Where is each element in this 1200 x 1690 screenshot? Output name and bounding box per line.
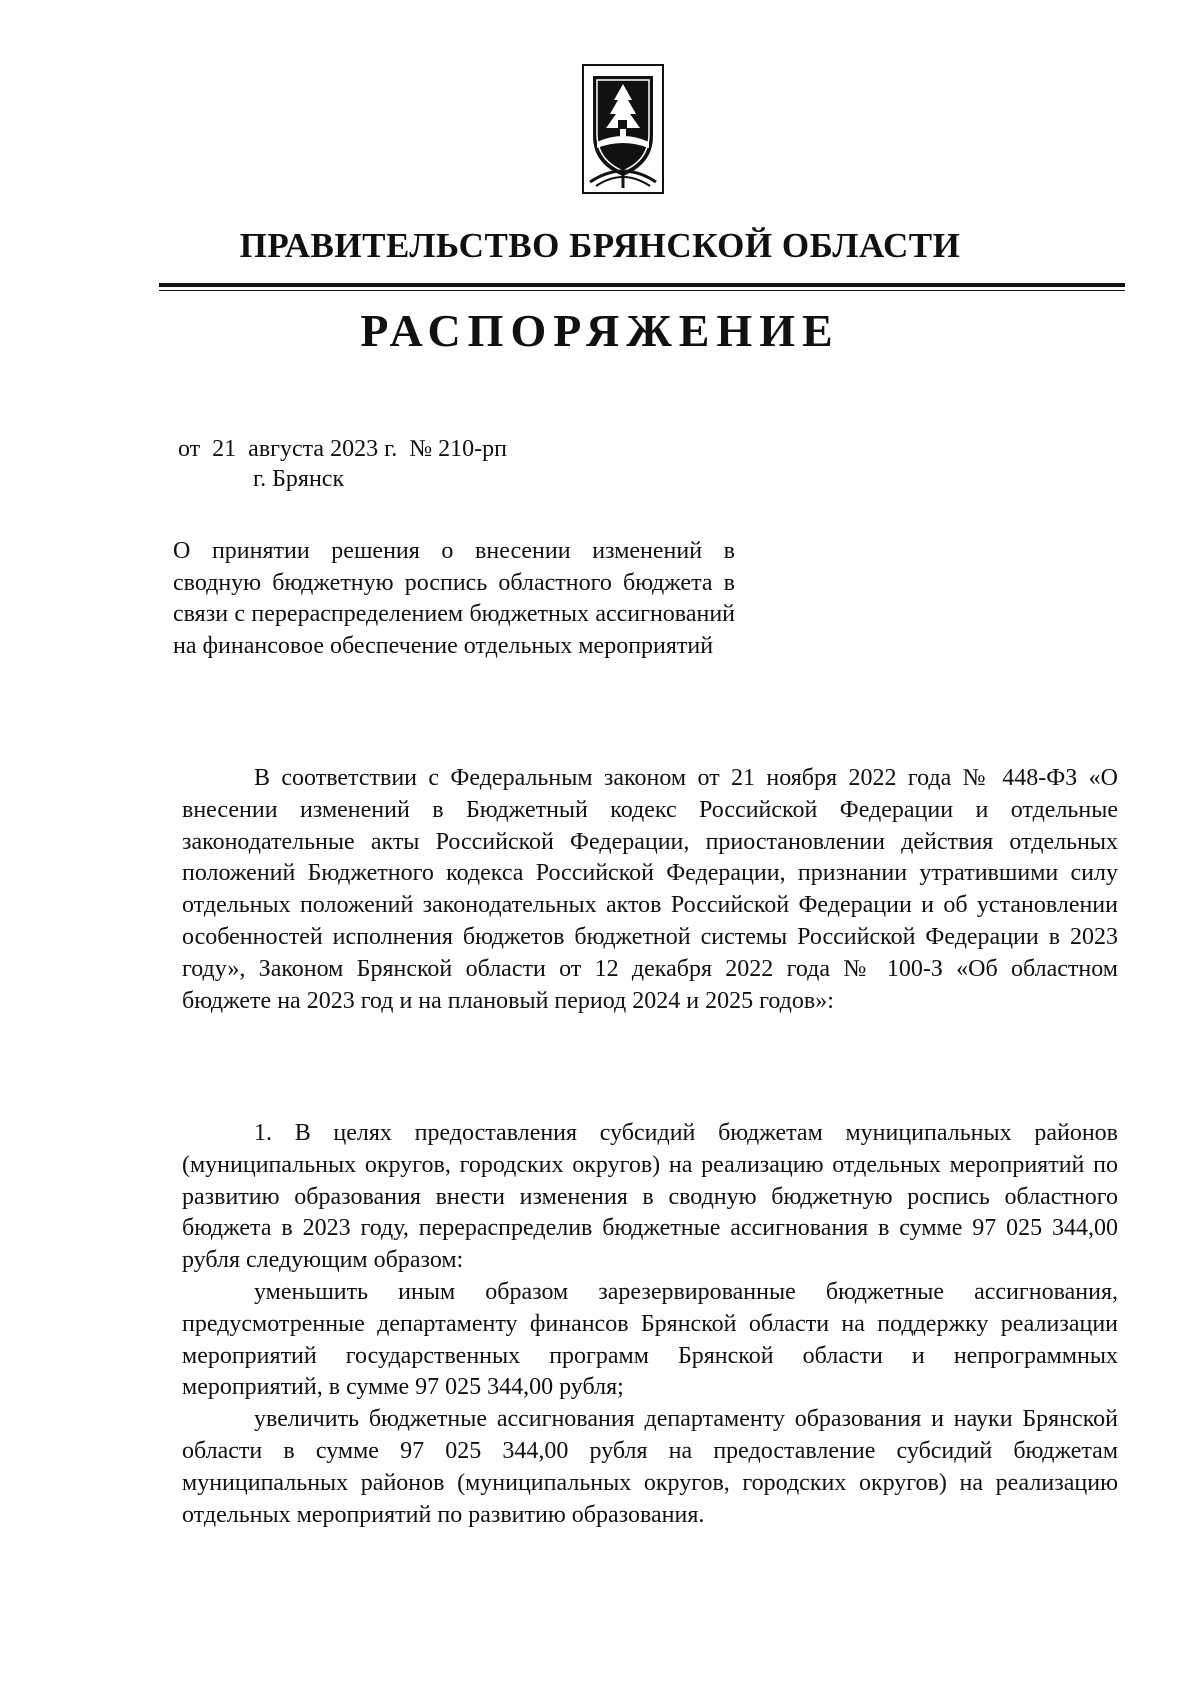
header-divider-thick: [159, 283, 1125, 287]
item-1-decrease-paragraph: уменьшить иным образом зарезервированные бюджетные ассигнования, предусмотренные департаменту финансов Брянской области на поддержку реализации мероприятий государственных программ Брянской области и непрограммных мероприятий, в сумме 97 025 344,00 рубля;: [182, 1278, 1118, 1401]
document-date-number: от 21 августа 2023 г. № 210-рп: [178, 436, 507, 462]
item-1-increase-paragraph: увеличить бюджетные ассигнования департаменту образования и науки Брянской области в сумме 97 025 344,00 рубля на предоставление субсидий бюджетам муниципальных районов (муниципальных округов, городских округов) на реализацию отдельных мероприятий по развитию образования.: [182, 1406, 1118, 1528]
organization-title: ПРАВИТЕЛЬСТВО БРЯНСКОЙ ОБЛАСТИ: [239, 226, 961, 265]
document-type-title: РАСПОРЯЖЕНИЕ: [360, 305, 840, 356]
item-1-paragraph: 1. В целях предоставления субсидий бюджетам муниципальных районов (муниципальных округов, городских округов) на реализацию отдельных мероприятий по развитию образования внести изменения в сводную бюджетную роспись областного бюджета в 2023 году, перераспределив бюджетные ассигнования в сумме 97 025 344,00 рубля следующим образом:: [182, 1120, 1118, 1274]
document-subject: О принятии решения о внесении изменений в сводную бюджетную роспись областного бюджета в связи с перераспределением бюджетных ассигнований на финансовое обеспечение отдельных мероприятий: [173, 538, 735, 659]
preamble-paragraph: В соответствии с Федеральным законом от 21 ноября 2022 года № 448-ФЗ «О внесении изменений в Бюджетный кодекс Российской Федерации и отдельные законодательные акты Российской Федерации, приостановлении действия отдельных положений Бюджетного кодекса Российской Федерации, признании утратившими силу отдельных положений законодательных актов Российской Федерации и об установлении особенностей исполнения бюджетов бюджетной системы Российской Федерации в 2023 году», Законом Брянской области от 12 декабря 2022 года № 100-З «Об областном бюджете на 2023 год и на плановый период 2024 и 2025 годов»:: [182, 765, 1118, 1014]
bryansk-coat-of-arms-icon: [582, 64, 664, 194]
document-city: г. Брянск: [253, 466, 345, 492]
header-divider-thin: [159, 290, 1125, 291]
preamble-section: [182, 763, 1118, 1017]
item-1-section: [182, 1118, 1118, 1531]
